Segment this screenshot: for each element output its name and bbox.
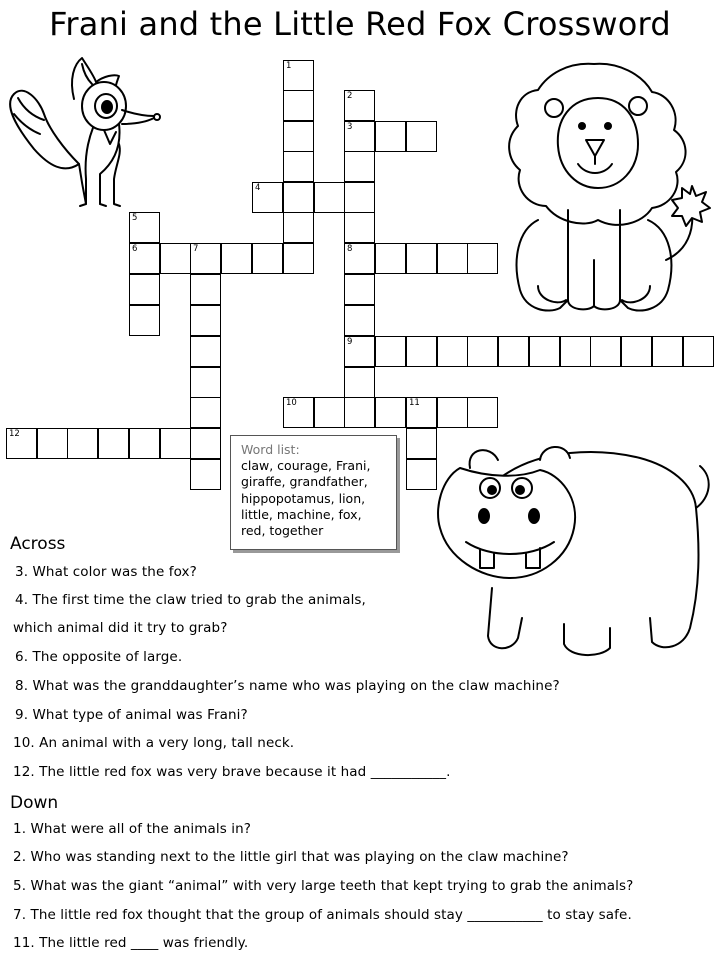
word-list-line: claw, courage, Frani, (241, 458, 371, 474)
grid-cell[interactable] (160, 243, 191, 274)
grid-cell[interactable] (375, 243, 406, 274)
grid-cell[interactable] (314, 182, 345, 213)
grid-cell[interactable] (652, 336, 683, 367)
grid-cell[interactable] (190, 428, 221, 459)
grid-cell[interactable] (467, 397, 498, 428)
grid-cell[interactable] (344, 243, 375, 274)
grid-cell[interactable] (190, 336, 221, 367)
across-clue: 9. What type of animal was Frani? (15, 707, 248, 723)
grid-cell[interactable] (190, 397, 221, 428)
across-clue: 12. The little red fox was very brave because it had ___________. (13, 764, 451, 780)
grid-cell[interactable] (621, 336, 652, 367)
grid-cell[interactable] (344, 182, 375, 213)
clue-number-1: 1 (286, 61, 292, 71)
grid-cell[interactable] (375, 121, 406, 152)
grid-cell[interactable] (498, 336, 529, 367)
grid-cell[interactable] (252, 243, 283, 274)
grid-cell[interactable] (283, 121, 314, 152)
grid-cell[interactable] (406, 428, 437, 459)
grid-cell[interactable] (437, 336, 468, 367)
grid-cell[interactable] (406, 336, 437, 367)
grid-cell[interactable] (437, 397, 468, 428)
grid-cell[interactable] (283, 397, 314, 428)
grid-cell[interactable] (406, 121, 437, 152)
grid-cell[interactable] (6, 428, 37, 459)
across-heading: Across (10, 534, 66, 554)
clue-number-4: 4 (255, 183, 261, 193)
grid-cell[interactable] (283, 60, 314, 91)
grid-cell[interactable] (129, 274, 160, 305)
grid-cell[interactable] (344, 90, 375, 121)
grid-cell[interactable] (283, 182, 314, 213)
clue-number-11: 11 (409, 398, 420, 408)
word-list-line: giraffe, grandfather, (241, 474, 368, 490)
down-clue: 5. What was the giant “animal” with very large teeth that kept trying to grab the animals? (13, 878, 634, 894)
clue-number-8: 8 (347, 244, 353, 254)
across-clue: 4. The first time the claw tried to grab the animals, (15, 592, 366, 608)
grid-cell[interactable] (190, 243, 221, 274)
grid-cell[interactable] (344, 305, 375, 336)
down-clue: 7. The little red fox thought that the group of animals should stay ___________ to stay safe. (13, 907, 632, 923)
down-clue: 1. What were all of the animals in? (13, 821, 251, 837)
page-title: Frani and the Little Red Fox Crossword (49, 5, 671, 43)
across-clue: 3. What color was the fox? (15, 564, 197, 580)
grid-cell[interactable] (160, 428, 191, 459)
grid-cell[interactable] (252, 182, 283, 213)
grid-cell[interactable] (529, 336, 560, 367)
clue-number-12: 12 (9, 429, 20, 439)
grid-cell[interactable] (560, 336, 591, 367)
grid-cell[interactable] (129, 212, 160, 243)
across-clue: 10. An animal with a very long, tall neck. (13, 735, 295, 751)
grid-cell[interactable] (221, 243, 252, 274)
word-list-box (230, 435, 397, 550)
clue-number-9: 9 (347, 337, 353, 347)
grid-cell[interactable] (190, 367, 221, 398)
clue-number-6: 6 (132, 244, 138, 254)
grid-cell[interactable] (190, 274, 221, 305)
grid-cell[interactable] (283, 212, 314, 243)
grid-cell[interactable] (283, 243, 314, 274)
down-clue: 2. Who was standing next to the little girl that was playing on the claw machine? (13, 849, 569, 865)
grid-cell[interactable] (314, 397, 345, 428)
grid-cell[interactable] (590, 336, 621, 367)
grid-cell[interactable] (344, 121, 375, 152)
down-heading: Down (10, 793, 59, 813)
grid-cell[interactable] (129, 428, 160, 459)
grid-cell[interactable] (437, 243, 468, 274)
grid-cell[interactable] (190, 305, 221, 336)
clue-number-7: 7 (193, 244, 199, 254)
across-clue: which animal did it try to grab? (13, 620, 228, 636)
grid-cell[interactable] (683, 336, 714, 367)
word-list-line: little, machine, fox, (241, 506, 362, 522)
clue-number-3: 3 (347, 122, 353, 132)
across-clue: 8. What was the granddaughter’s name who was playing on the claw machine? (15, 678, 560, 694)
grid-cell[interactable] (344, 336, 375, 367)
grid-cell[interactable] (344, 397, 375, 428)
grid-cell[interactable] (344, 274, 375, 305)
grid-cell[interactable] (37, 428, 68, 459)
grid-cell[interactable] (467, 243, 498, 274)
word-list-line: red, together (241, 523, 324, 539)
grid-cell[interactable] (344, 151, 375, 182)
grid-cell[interactable] (98, 428, 129, 459)
grid-cell[interactable] (406, 243, 437, 274)
grid-cell[interactable] (344, 212, 375, 243)
grid-cell[interactable] (129, 243, 160, 274)
clue-number-5: 5 (132, 213, 138, 223)
grid-cell[interactable] (283, 90, 314, 121)
grid-cell[interactable] (129, 305, 160, 336)
grid-cell[interactable] (67, 428, 98, 459)
grid-cell[interactable] (190, 459, 221, 490)
clue-number-10: 10 (286, 398, 297, 408)
word-list-title: Word list: (241, 442, 300, 457)
grid-cell[interactable] (467, 336, 498, 367)
grid-cell[interactable] (344, 367, 375, 398)
grid-cell[interactable] (375, 336, 406, 367)
grid-cell[interactable] (283, 151, 314, 182)
clue-number-2: 2 (347, 91, 353, 101)
grid-cell[interactable] (406, 397, 437, 428)
across-clue: 6. The opposite of large. (15, 649, 183, 665)
grid-cell[interactable] (406, 459, 437, 490)
down-clue: 11. The little red ____ was friendly. (13, 935, 249, 951)
grid-cell[interactable] (375, 397, 406, 428)
word-list-line: hippopotamus, lion, (241, 490, 366, 506)
